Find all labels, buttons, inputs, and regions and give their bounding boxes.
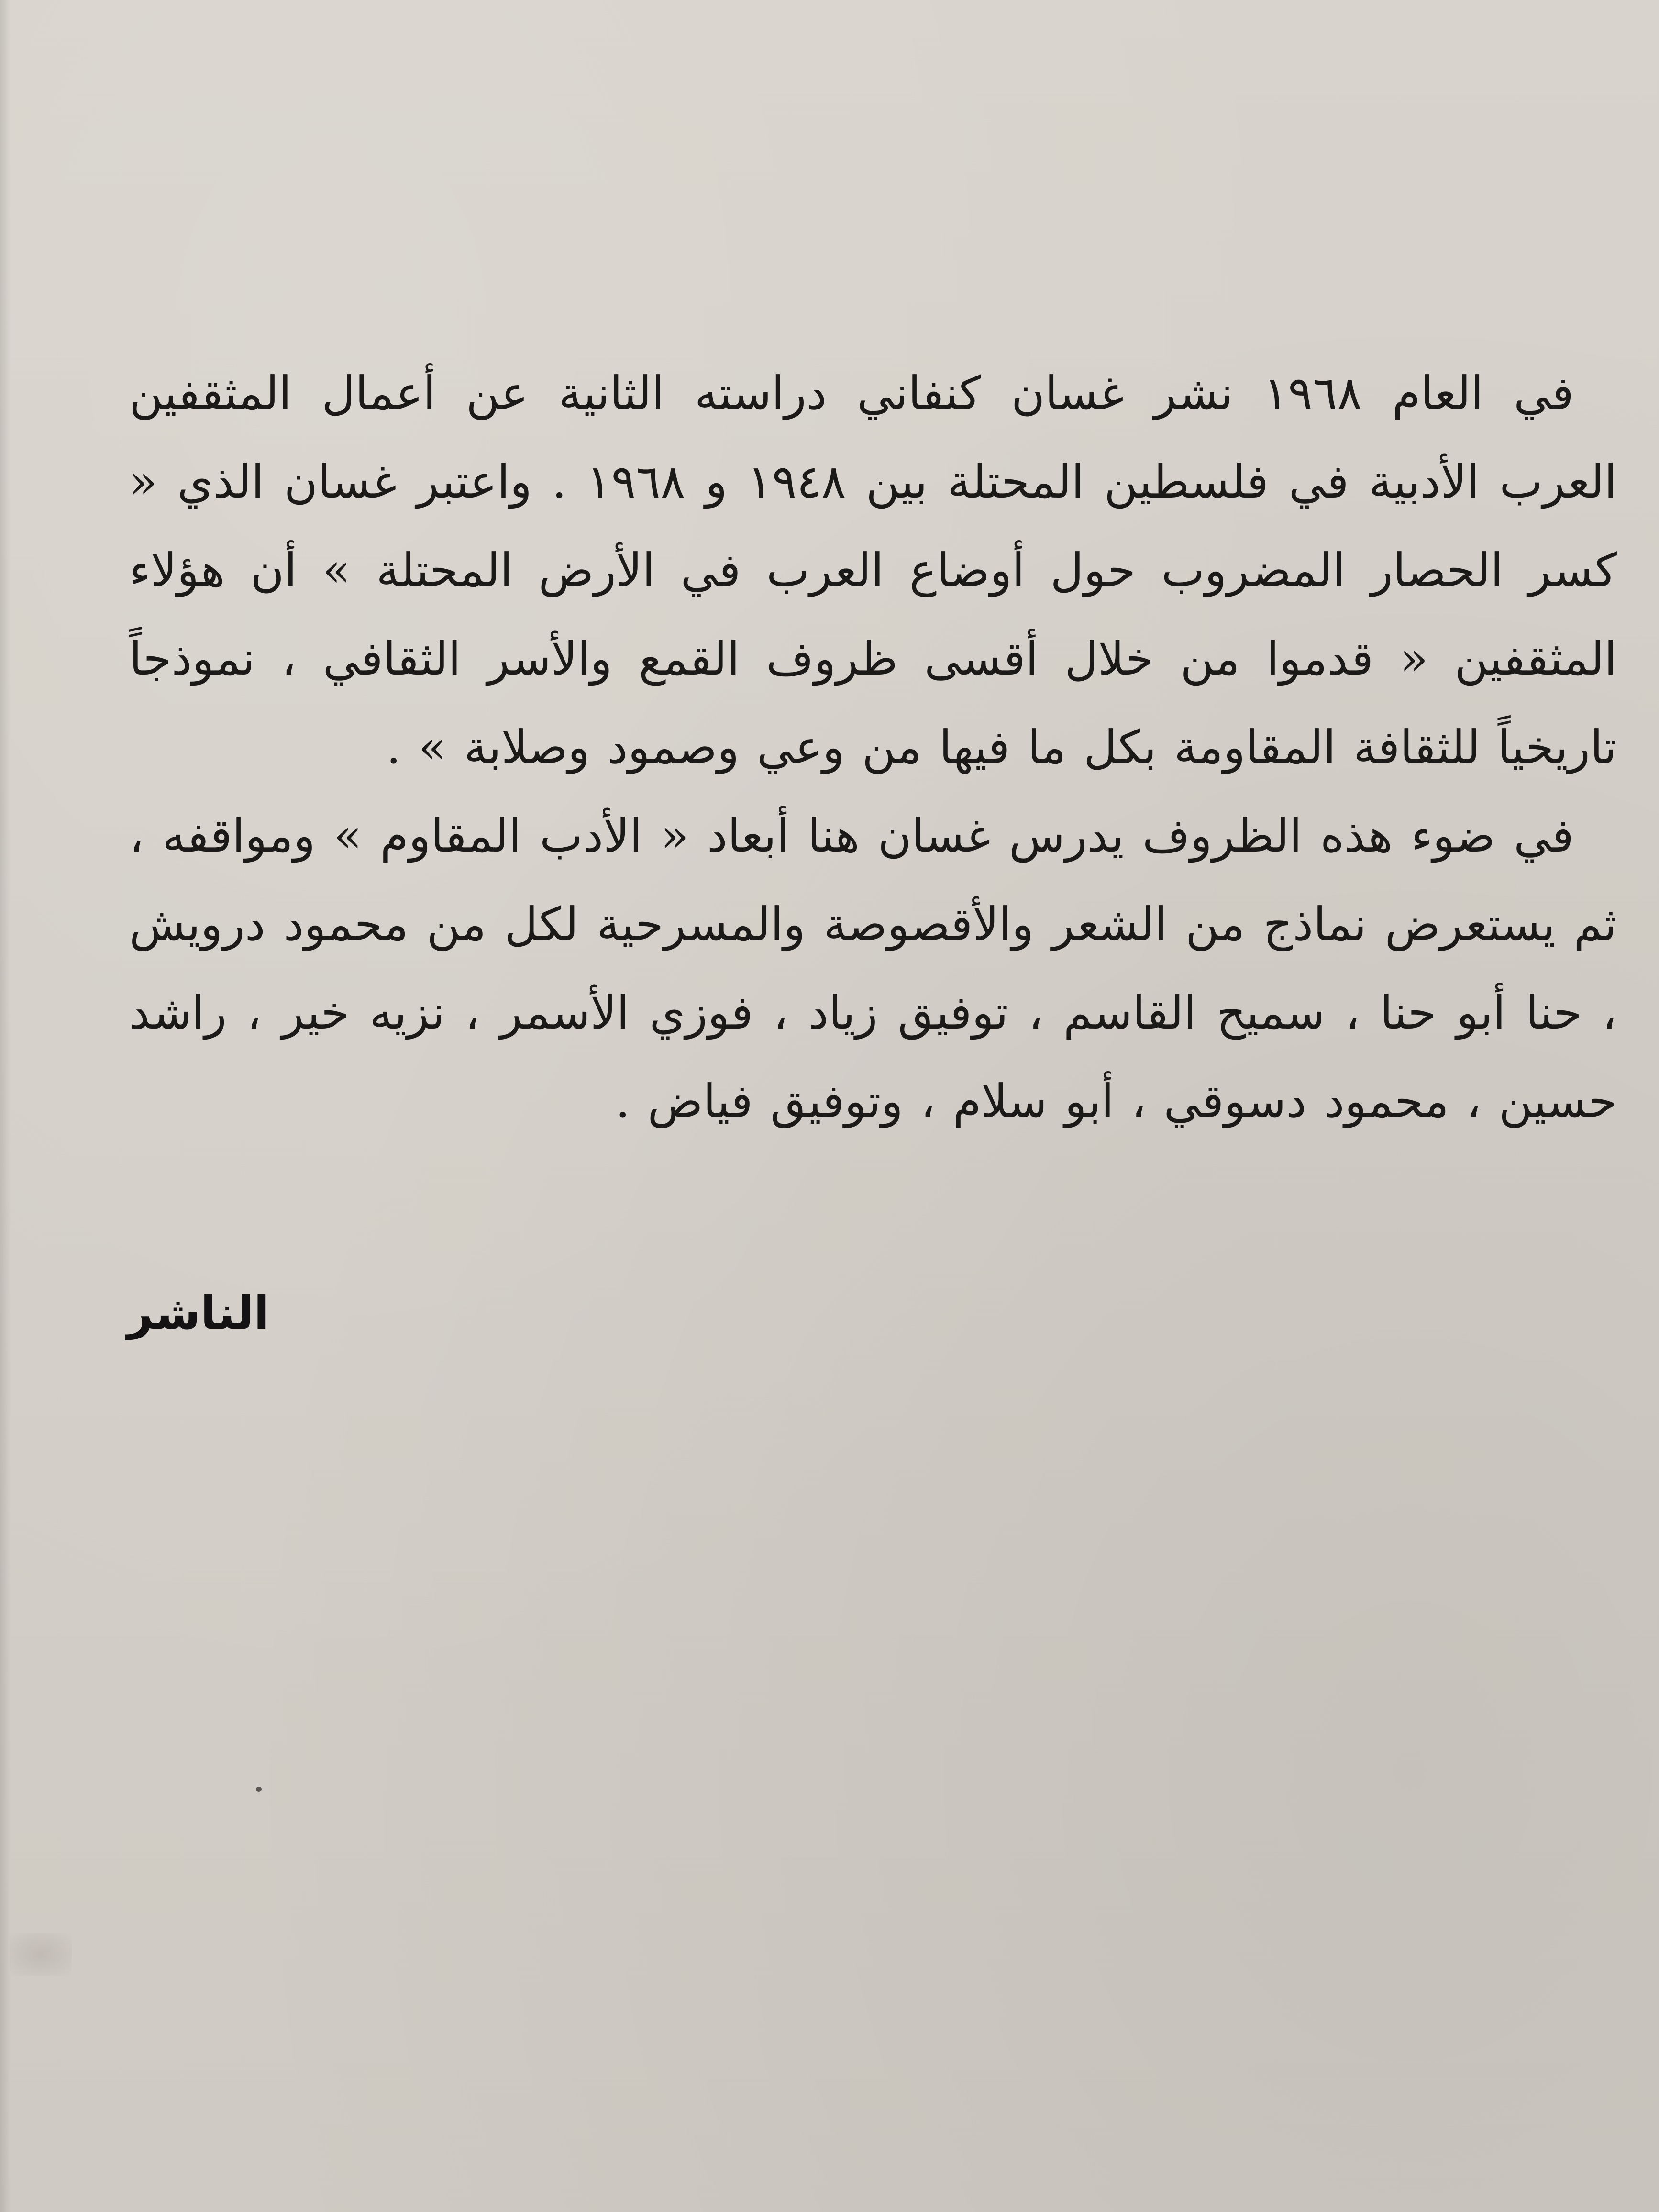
paper-speck — [256, 1787, 262, 1792]
blurb-text — [129, 349, 1617, 1146]
paper-smudge — [10, 1933, 72, 1976]
page-edge-shadow — [0, 0, 11, 2212]
blurb-paragraph-2: في ضوء هذه الظروف يدرس غسان هنا أبعاد « الأدب المقاوم » ومواقفه ، ثم يستعرض نماذج من الشعر والأقصوصة والمسرحية لكل من محمود درويش ، حنا أبو حنا ، سميح القاسم ، توفيق زياد ، فوزي الأسمر ، نزيه خير ، راشد حسين ، محمود دسوقي ، أبو سلام ، وتوفيق فياض . — [129, 809, 1617, 1128]
publisher-signature: الناشر — [127, 1286, 270, 1340]
blurb-paragraph-1: في العام ١٩٦٨ نشر غسان كنفاني دراسته الثانية عن أعمال المثقفين العرب الأدبية في فلسطين المحتلة بين ١٩٤٨ و ١٩٦٨ . واعتبر غسان الذي « كسر الحصار المضروب حول أوضاع العرب في الأرض المحتلة » أن هؤلاء المثقفين « قدموا من خلال أقسى ظروف القمع والأسر الثقافي ، نموذجاً تاريخياً للثقافة المقاومة بكل ما فيها من وعي وصمود وصلابة » . — [129, 366, 1617, 774]
